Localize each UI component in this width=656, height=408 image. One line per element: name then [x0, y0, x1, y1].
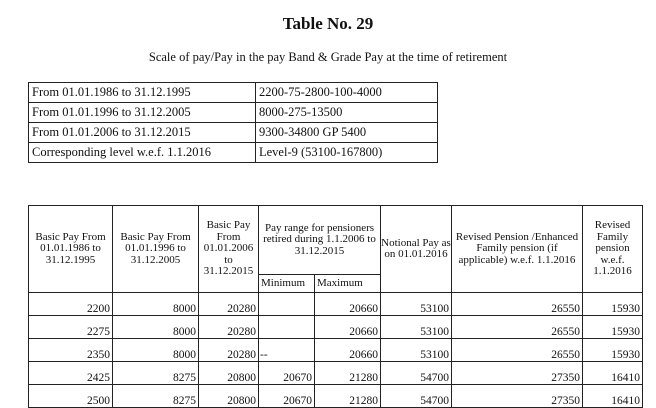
cell-basic-1996: 8275	[113, 385, 199, 408]
cell-basic-2006: 20800	[199, 385, 259, 408]
cell-revised-family: 16410	[583, 385, 643, 408]
header-revised-pension: Revised Pension /Enhanced Family pension (if applicable) w.e.f. 1.1.2016	[452, 206, 583, 293]
cell-min: 20670	[259, 385, 315, 408]
scale-table	[28, 82, 438, 163]
page-subtitle: Scale of pay/Pay in the pay Band & Grade Pay at the time of retirement	[148, 50, 508, 64]
header-notional-pay: Notional Pay as on 01.01.2016	[381, 206, 452, 293]
scale-period: Corresponding level w.e.f. 1.1.2016	[29, 143, 256, 163]
table-row	[29, 316, 643, 339]
scale-row	[29, 83, 438, 103]
cell-min	[259, 293, 315, 316]
cell-revised-pension: 27350	[452, 362, 583, 385]
cell-basic-1996: 8000	[113, 293, 199, 316]
cell-max: 21280	[315, 362, 381, 385]
cell-min	[259, 316, 315, 339]
scale-value: 9300-34800 GP 5400	[256, 123, 438, 143]
header-minimum: Minimum	[259, 275, 315, 293]
scale-value: Level-9 (53100-167800)	[256, 143, 438, 163]
scale-value: 2200-75-2800-100-4000	[256, 83, 438, 103]
cell-notional: 53100	[381, 316, 452, 339]
cell-basic-1996: 8000	[113, 316, 199, 339]
cell-notional: 53100	[381, 339, 452, 362]
cell-basic-1996: 8275	[113, 362, 199, 385]
header-basic-2006: Basic Pay From 01.01.2006 to 31.12.2015	[199, 206, 259, 293]
cell-basic-1996: 8000	[113, 339, 199, 362]
cell-max: 20660	[315, 339, 381, 362]
header-pay-range: Pay range for pensioners retired during 1.1.2006 to 31.12.2015	[259, 206, 381, 275]
cell-basic-1986: 2350	[29, 339, 113, 362]
cell-basic-2006: 20800	[199, 362, 259, 385]
cell-basic-2006: 20280	[199, 293, 259, 316]
cell-basic-1986: 2425	[29, 362, 113, 385]
scale-value: 8000-275-13500	[256, 103, 438, 123]
cell-revised-family: 15930	[583, 339, 643, 362]
pay-table	[28, 205, 643, 408]
scale-row	[29, 123, 438, 143]
table-row	[29, 293, 643, 316]
cell-revised-pension: 26550	[452, 339, 583, 362]
cell-max: 20660	[315, 316, 381, 339]
cell-notional: 53100	[381, 293, 452, 316]
cell-revised-family: 15930	[583, 316, 643, 339]
cell-revised-pension: 26550	[452, 293, 583, 316]
cell-basic-1986: 2500	[29, 385, 113, 408]
cell-revised-pension: 27350	[452, 385, 583, 408]
cell-revised-family: 16410	[583, 362, 643, 385]
cell-basic-1986: 2275	[29, 316, 113, 339]
scale-period: From 01.01.1996 to 31.12.2005	[29, 103, 256, 123]
table-row	[29, 385, 643, 408]
scale-period: From 01.01.2006 to 31.12.2015	[29, 123, 256, 143]
header-basic-1996: Basic Pay From 01.01.1996 to 31.12.2005	[113, 206, 199, 293]
cell-basic-1986: 2200	[29, 293, 113, 316]
header-revised-family-pension: Revised Family pension w.e.f. 1.1.2016	[583, 206, 643, 293]
cell-basic-2006: 20280	[199, 316, 259, 339]
cell-notional: 54700	[381, 362, 452, 385]
page-title: Table No. 29	[282, 14, 374, 33]
table-row	[29, 362, 643, 385]
cell-notional: 54700	[381, 385, 452, 408]
scale-row	[29, 103, 438, 123]
header-row	[29, 206, 643, 275]
scale-row	[29, 143, 438, 163]
header-basic-1986: Basic Pay From 01.01.1986 to 31.12.1995	[29, 206, 113, 293]
cell-basic-2006: 20280	[199, 339, 259, 362]
cell-min: --	[259, 339, 315, 362]
table-row	[29, 339, 643, 362]
cell-max: 20660	[315, 293, 381, 316]
scale-period: From 01.01.1986 to 31.12.1995	[29, 83, 256, 103]
cell-revised-pension: 26550	[452, 316, 583, 339]
cell-max: 21280	[315, 385, 381, 408]
cell-min: 20670	[259, 362, 315, 385]
cell-revised-family: 15930	[583, 293, 643, 316]
header-maximum: Maximum	[315, 275, 381, 293]
